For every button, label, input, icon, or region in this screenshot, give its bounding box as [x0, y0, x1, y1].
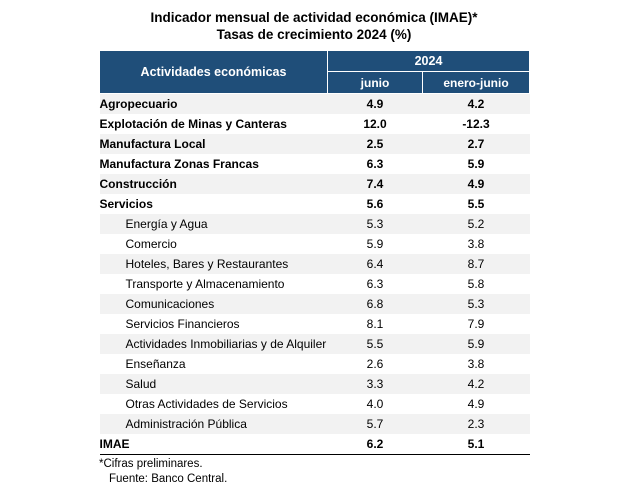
row-value-junio: 12.0 [328, 114, 423, 134]
row-label: Agropecuario [100, 93, 328, 114]
row-value-enero-junio: 4.2 [423, 93, 530, 114]
title-line-1: Indicador mensual de actividad económica (IMAE)* [150, 10, 478, 25]
row-label: Actividades Inmobiliarias y de Alquiler [100, 334, 328, 354]
table-row [100, 334, 530, 354]
row-label: Servicios [100, 194, 328, 214]
row-value-junio: 6.8 [328, 294, 423, 314]
title-line-2: Tasas de crecimiento 2024 (%) [216, 26, 412, 42]
table-row [100, 214, 530, 234]
row-label: Construcción [100, 174, 328, 194]
row-value-enero-junio: 5.8 [423, 274, 530, 294]
row-label: Manufactura Zonas Francas [100, 154, 328, 174]
table-row [100, 134, 530, 154]
table-row [100, 254, 530, 274]
row-value-enero-junio: -12.3 [423, 114, 530, 134]
row-value-junio: 5.9 [328, 234, 423, 254]
row-value-enero-junio: 5.3 [423, 294, 530, 314]
table-row [100, 274, 530, 294]
row-label: IMAE [100, 434, 328, 455]
row-label: Energía y Agua [100, 214, 328, 234]
row-value-enero-junio: 5.9 [423, 334, 530, 354]
row-value-junio: 6.3 [328, 274, 423, 294]
row-value-junio: 3.3 [328, 374, 423, 394]
table-row [100, 154, 530, 174]
row-value-junio: 4.9 [328, 93, 423, 114]
row-value-enero-junio: 3.8 [423, 354, 530, 374]
row-value-enero-junio: 5.1 [423, 434, 530, 455]
row-label: Otras Actividades de Servicios [100, 394, 328, 414]
row-value-junio: 2.6 [328, 354, 423, 374]
row-label: Administración Pública [100, 414, 328, 434]
table-row [100, 114, 530, 134]
row-label: Servicios Financieros [100, 314, 328, 334]
row-value-junio: 5.7 [328, 414, 423, 434]
row-value-enero-junio: 4.9 [423, 174, 530, 194]
table-notes [99, 457, 529, 487]
row-label: Salud [100, 374, 328, 394]
note-source: Fuente: Banco Central. [109, 472, 228, 485]
header-activities: Actividades económicas [100, 50, 328, 93]
table-row [100, 174, 530, 194]
row-value-junio: 5.5 [328, 334, 423, 354]
row-value-junio: 5.3 [328, 214, 423, 234]
header-col-junio: junio [328, 72, 423, 94]
row-label: Comunicaciones [100, 294, 328, 314]
row-value-enero-junio: 2.7 [423, 134, 530, 154]
table-row [100, 434, 530, 455]
header-year: 2024 [328, 50, 530, 72]
header-row-top [100, 50, 530, 72]
row-value-enero-junio: 5.9 [423, 154, 530, 174]
table-body [100, 93, 530, 454]
table-row [100, 314, 530, 334]
row-label: Explotación de Minas y Canteras [100, 114, 328, 134]
row-value-enero-junio: 4.2 [423, 374, 530, 394]
row-value-enero-junio: 8.7 [423, 254, 530, 274]
row-value-junio: 6.3 [328, 154, 423, 174]
table-row [100, 194, 530, 214]
note-preliminary: *Cifras preliminares. [99, 457, 203, 470]
row-label: Transporte y Almacenamiento [100, 274, 328, 294]
document-title [0, 0, 628, 44]
table-row [100, 93, 530, 114]
row-value-junio: 4.0 [328, 394, 423, 414]
imae-table-container [99, 50, 529, 455]
table-row [100, 394, 530, 414]
row-value-enero-junio: 3.8 [423, 234, 530, 254]
table-row [100, 354, 530, 374]
row-value-enero-junio: 2.3 [423, 414, 530, 434]
table-row [100, 234, 530, 254]
row-value-junio: 2.5 [328, 134, 423, 154]
row-label: Comercio [100, 234, 328, 254]
row-value-junio: 8.1 [328, 314, 423, 334]
table-header [100, 50, 530, 93]
row-value-junio: 6.4 [328, 254, 423, 274]
table-row [100, 414, 530, 434]
row-label: Enseñanza [100, 354, 328, 374]
row-value-junio: 7.4 [328, 174, 423, 194]
row-value-junio: 6.2 [328, 434, 423, 455]
row-value-enero-junio: 4.9 [423, 394, 530, 414]
row-value-enero-junio: 5.2 [423, 214, 530, 234]
row-value-enero-junio: 5.5 [423, 194, 530, 214]
row-label: Manufactura Local [100, 134, 328, 154]
table-row [100, 374, 530, 394]
row-value-enero-junio: 7.9 [423, 314, 530, 334]
header-col-enero-junio: enero-junio [423, 72, 530, 94]
table-row [100, 294, 530, 314]
imae-table [99, 50, 530, 455]
row-value-junio: 5.6 [328, 194, 423, 214]
row-label: Hoteles, Bares y Restaurantes [100, 254, 328, 274]
